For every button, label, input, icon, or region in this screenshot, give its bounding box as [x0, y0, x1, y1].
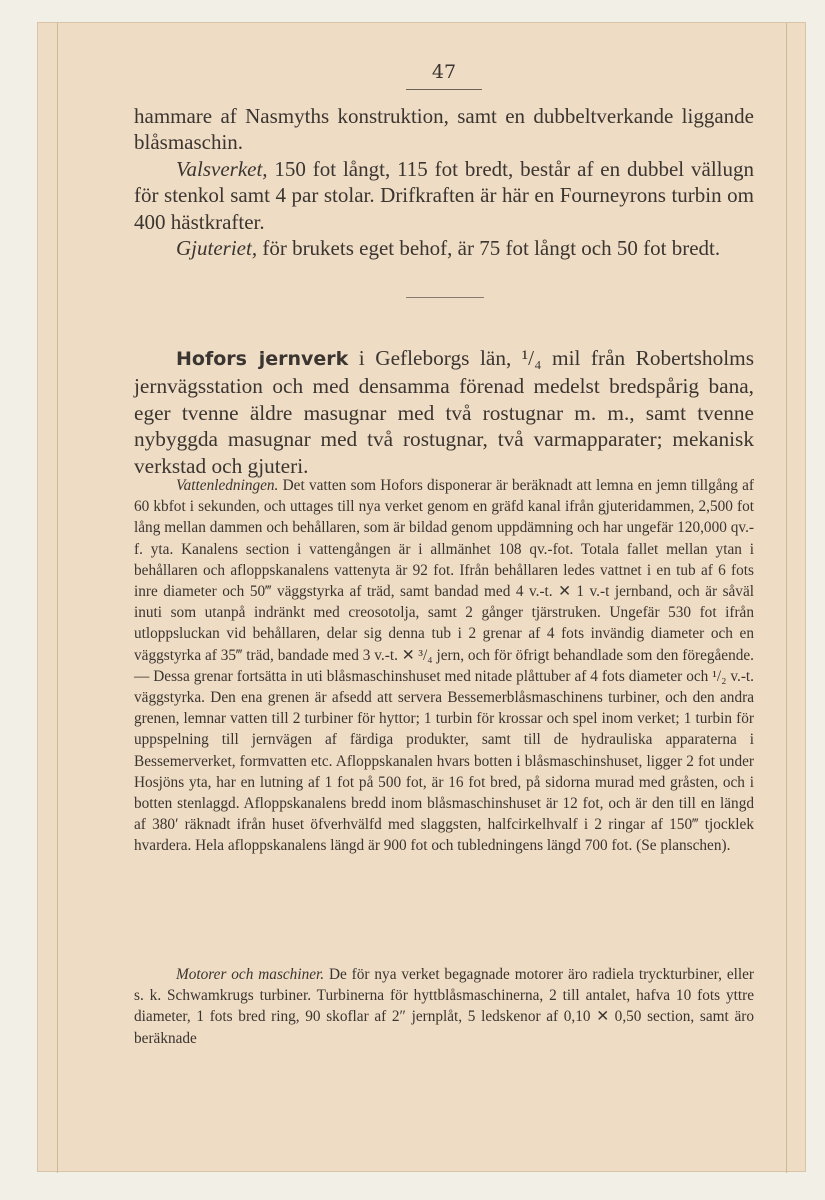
- paragraph-hofors: [134, 345, 754, 480]
- document-page: [37, 22, 806, 1172]
- heading-vattenledningen: Vattenledningen.: [176, 477, 279, 494]
- paragraph-text: 150 fot långt, 115 fot bredt, består af en dubbel vällugn för stenkol samt 4 par stolar. Drifkraften är här en Fourneyrons turbin om 400 hästkrafter.: [134, 157, 754, 234]
- page-number: 47: [431, 61, 457, 83]
- paragraph-text: De för nya verket begagnade motorer äro radiela tryckturbiner, eller s. k. Schwamkrugs turbiner. Turbinerna för hyttblåsmaschinerna, 2 till antalet, hafva 10 fots yttre diameter, 1 fots bred ring, 90 skoflar af 2″ jernplåt, 5 ledskenor af 0,10 ✕ 0,50 section, samt äro beräknade: [134, 966, 754, 1047]
- section-divider: [406, 297, 484, 298]
- paragraph-vattenledningen: [134, 475, 754, 857]
- paragraph-text: i Gefleborgs län, ¹/₄ mil från Robertsholms jernvägsstation och med densamma förenad medelst bredspårig bana, eger tvenne äldre masugnar med två rostugnar m. m., samt tvenne nybyggda masugnar med två rostugnar, två varmapparater; mekanisk verkstad och gjuteri.: [134, 346, 754, 479]
- heading-gjuteriet: Gjuteriet,: [176, 236, 258, 260]
- paragraph-hammare: [134, 103, 754, 156]
- page-edge-line: [57, 23, 58, 1173]
- page-number-underline: [406, 89, 482, 90]
- paragraph-motorer: [134, 964, 754, 1049]
- heading-motorer-och-maschiner: Motorer och maschiner.: [176, 966, 325, 983]
- paragraph-gjuteriet: [134, 235, 754, 261]
- paragraph-text: hammare af Nasmyths konstruktion, samt en dubbeltverkande liggande blåsmaschin.: [134, 104, 754, 155]
- paragraph-valsverket: [134, 156, 754, 235]
- paragraph-text: för brukets eget behof, är 75 fot långt och 50 fot bredt.: [257, 236, 721, 260]
- page-edge-line: [786, 23, 787, 1173]
- paragraph-text: Det vatten som Hofors disponerar är beräknadt att lemna en jemn tillgång af 60 kbfot i sekunden, och uttages till nya verket genom en gräfd kanal ifrån gjuteridammen, 2,500 fot lång mellan dammen och behållaren, som är bildad genom uppdämning och har ungefär 120,000 qv.-f. yta. Kanalens section i vattengången är i allmänhet 108 qv.-fot. Totala fallet mellan ytan i behållaren och afloppskanalens vattenyta är 92 fot. Ifrån behållaren ledes vattnet i en tub af 6 fots inre diameter och 50‴ väggstyrka af träd, samt bandad med 4 v.-t. ✕ 1 v.-t jernband, och är såväl inuti som utanpå indränkt med creosotolja, samt 2 gånger tjärstruken. Ungefär 530 fot ifrån utloppsluckan vid behållaren, delar sig denna tub i 2 grenar af 4 fots invändig diameter och en väggstyrka af 35‴ träd, bandade med 3 v.-t. ✕ ³/₄ jern, och för öfrigt behandlade som den föregående. — Dessa grenar fortsätta in uti blåsmaschinshuset med nitade plåttuber af 4 fots diameter och ¹/₂ v.-t. väggstyrka. Den ena grenen är afsedd att servera Bessemerblåsmaschinens turbiner, och den andra grenen, lemnar vatten till 2 turbiner för hyttor; 1 turbin för krossar och spel inom verket; 1 turbin för uppspelning till jernvägen af färdiga produkter, samt till de hydrauliska apparaterna i Bessemerverket, formvatten etc. Afloppskanalen hvars botten i blåsmaschinshuset, ligger 2 fot under Hosjöns yta, har en lutning af 1 fot på 500 fot, är 16 fot bred, på sidorna murad med gråsten, och i botten stenlaggd. Afloppskanalens bredd inom blåsmaschinshuset är 12 fot, och är den till en längd af 380′ räknadt ifrån huset öfverhvälfd med slaggsten, halfcirkelhvalf i 2 ringar af 150‴ tjocklek hvardera. Hela afloppskanalens längd är 900 fot och tubledningens längd 700 fot. (Se planschen).: [134, 477, 754, 855]
- heading-valsverket: Valsverket,: [176, 157, 268, 181]
- heading-hofors-jernverk: Hofors jernverk: [176, 348, 349, 370]
